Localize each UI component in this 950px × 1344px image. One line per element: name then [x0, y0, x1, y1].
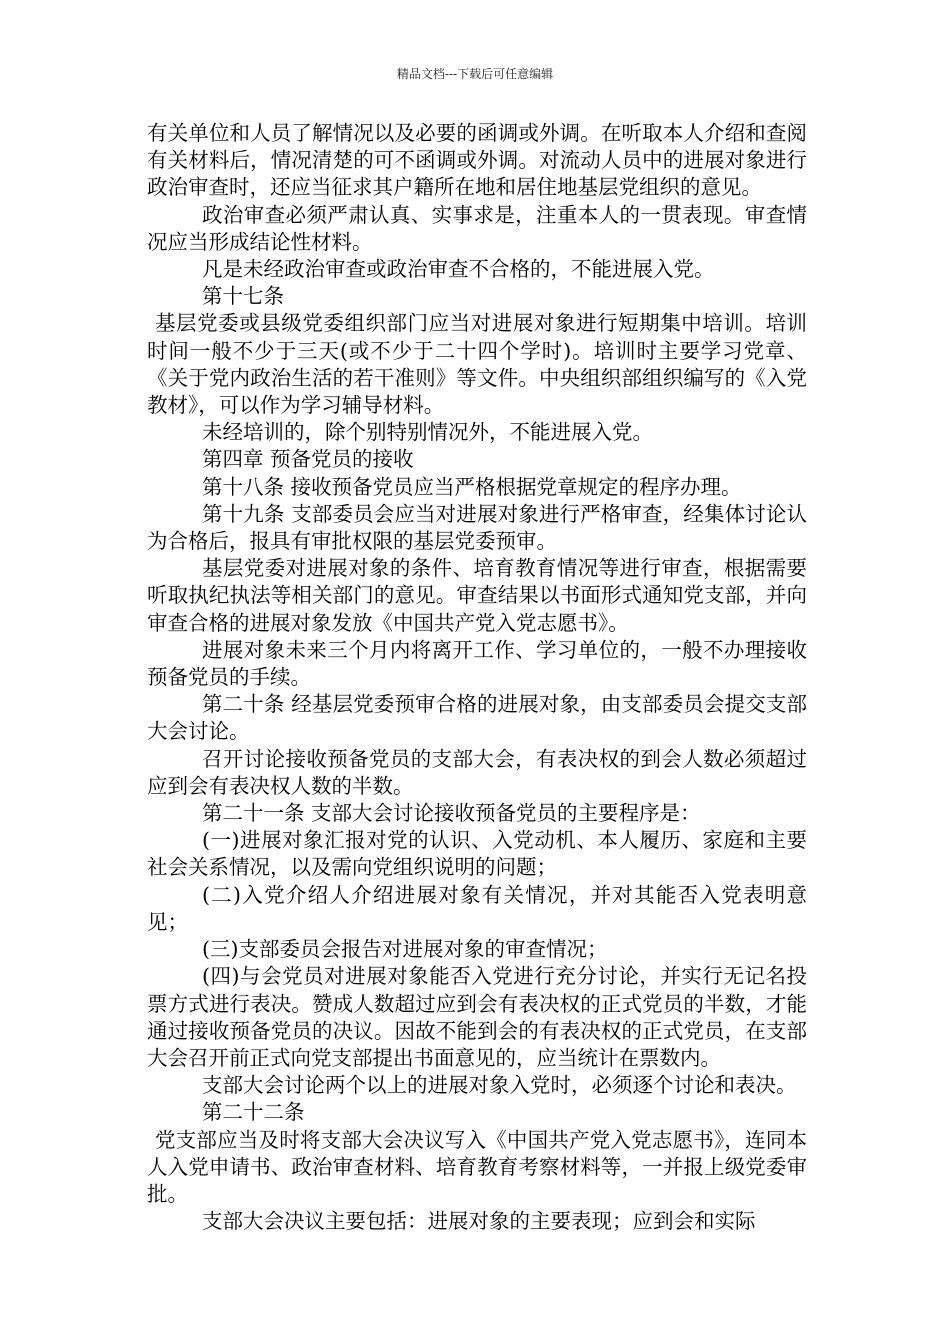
paragraph: 进展对象未来三个月内将离开工作、学习单位的，一般不办理接收预备党员的手续。 [147, 637, 807, 690]
paragraph: (四)与会党员对进展对象能否入党进行充分讨论，并实行无记名投票方式进行表决。赞成人数超过应到会有表决权的正式党员的半数，才能通过接收预备党员的决议。因故不能到会的有表决权的正式党员，在支部大会召开前正式向党支部提出书面意见的，应当统计在票数内。 [147, 964, 807, 1070]
paragraph: 基层党委或县级党委组织部门应当对进展对象进行短期集中培训。培训时间一般不少于三天(或不少于二十四个学时)。培训时主要学习党章、《关于党内政治生活的若干准则》等文件。中央组织部组织编写的《入党教材》，可以作为学习辅导材料。 [147, 311, 807, 418]
paragraph: 党支部应当及时将支部大会决议写入《中国共产党入党志愿书》，连同本人入党申请书、政治审查材料、培育教育考察材料等，一并报上级党委审批。 [147, 1127, 807, 1206]
paragraph: 第十九条 支部委员会应当对进展对象进行严格审查，经集体讨论认为合格后，报具有审批权限的基层党委预审。 [147, 501, 807, 554]
paragraph: 有关单位和人员了解情况以及必要的函调或外调。在听取本人介绍和查阅有关材料后，情况清楚的可不函调或外调。对流动人员中的进展对象进行政治审查时，还应当征求其户籍所在地和居住地基层党组织的意见。 [147, 121, 807, 200]
paragraph: 凡是未经政治审查或政治审查不合格的，不能进展入党。 [202, 257, 715, 282]
paragraph: 第二十条 经基层党委预审合格的进展对象，由支部委员会提交支部大会讨论。 [147, 692, 807, 744]
paragraph: 第十七条 [202, 284, 284, 309]
paragraph: 支部大会决议主要包括：进展对象的主要表现；应到会和实际 [202, 1209, 756, 1234]
paragraph: 第二十二条 [202, 1100, 305, 1125]
document-body [147, 120, 807, 1235]
paragraph: 第十八条 接收预备党员应当严格根据党章规定的程序办理。 [202, 474, 742, 499]
paragraph: 第二十一条 支部大会讨论接收预备党员的主要程序是： [202, 801, 701, 826]
paragraph: 基层党委对进展对象的条件、培育教育情况等进行审查，根据需要听取执纪执法等相关部门的意见。审查结果以书面形式通知党支部，并向审查合格的进展对象发放《中国共产党入党志愿书》。 [147, 556, 807, 635]
paragraph: (三)支部委员会报告对进展对象的审查情况； [202, 937, 608, 962]
page-header: 精品文档---下载后可任意编辑 [396, 67, 554, 81]
paragraph: 未经培训的，除个别特别情况外，不能进展入党。 [202, 420, 653, 445]
paragraph: 政治审查必须严肃认真、实事求是，注重本人的一贯表现。审查情况应当形成结论性材料。 [147, 202, 807, 254]
paragraph: 第四章 预备党员的接收 [202, 447, 414, 472]
paragraph: (二)入党介绍人介绍进展对象有关情况，并对其能否入党表明意见； [147, 882, 807, 934]
paragraph: (一)进展对象汇报对党的认识、入党动机、本人履历、家庭和主要社会关系情况，以及需向党组织说明的问题； [147, 828, 807, 880]
paragraph: 召开讨论接收预备党员的支部大会，有表决权的到会人数必须超过应到会有表决权人数的半数。 [147, 746, 807, 798]
paragraph: 支部大会讨论两个以上的进展对象入党时，必须逐个讨论和表决。 [202, 1073, 797, 1098]
